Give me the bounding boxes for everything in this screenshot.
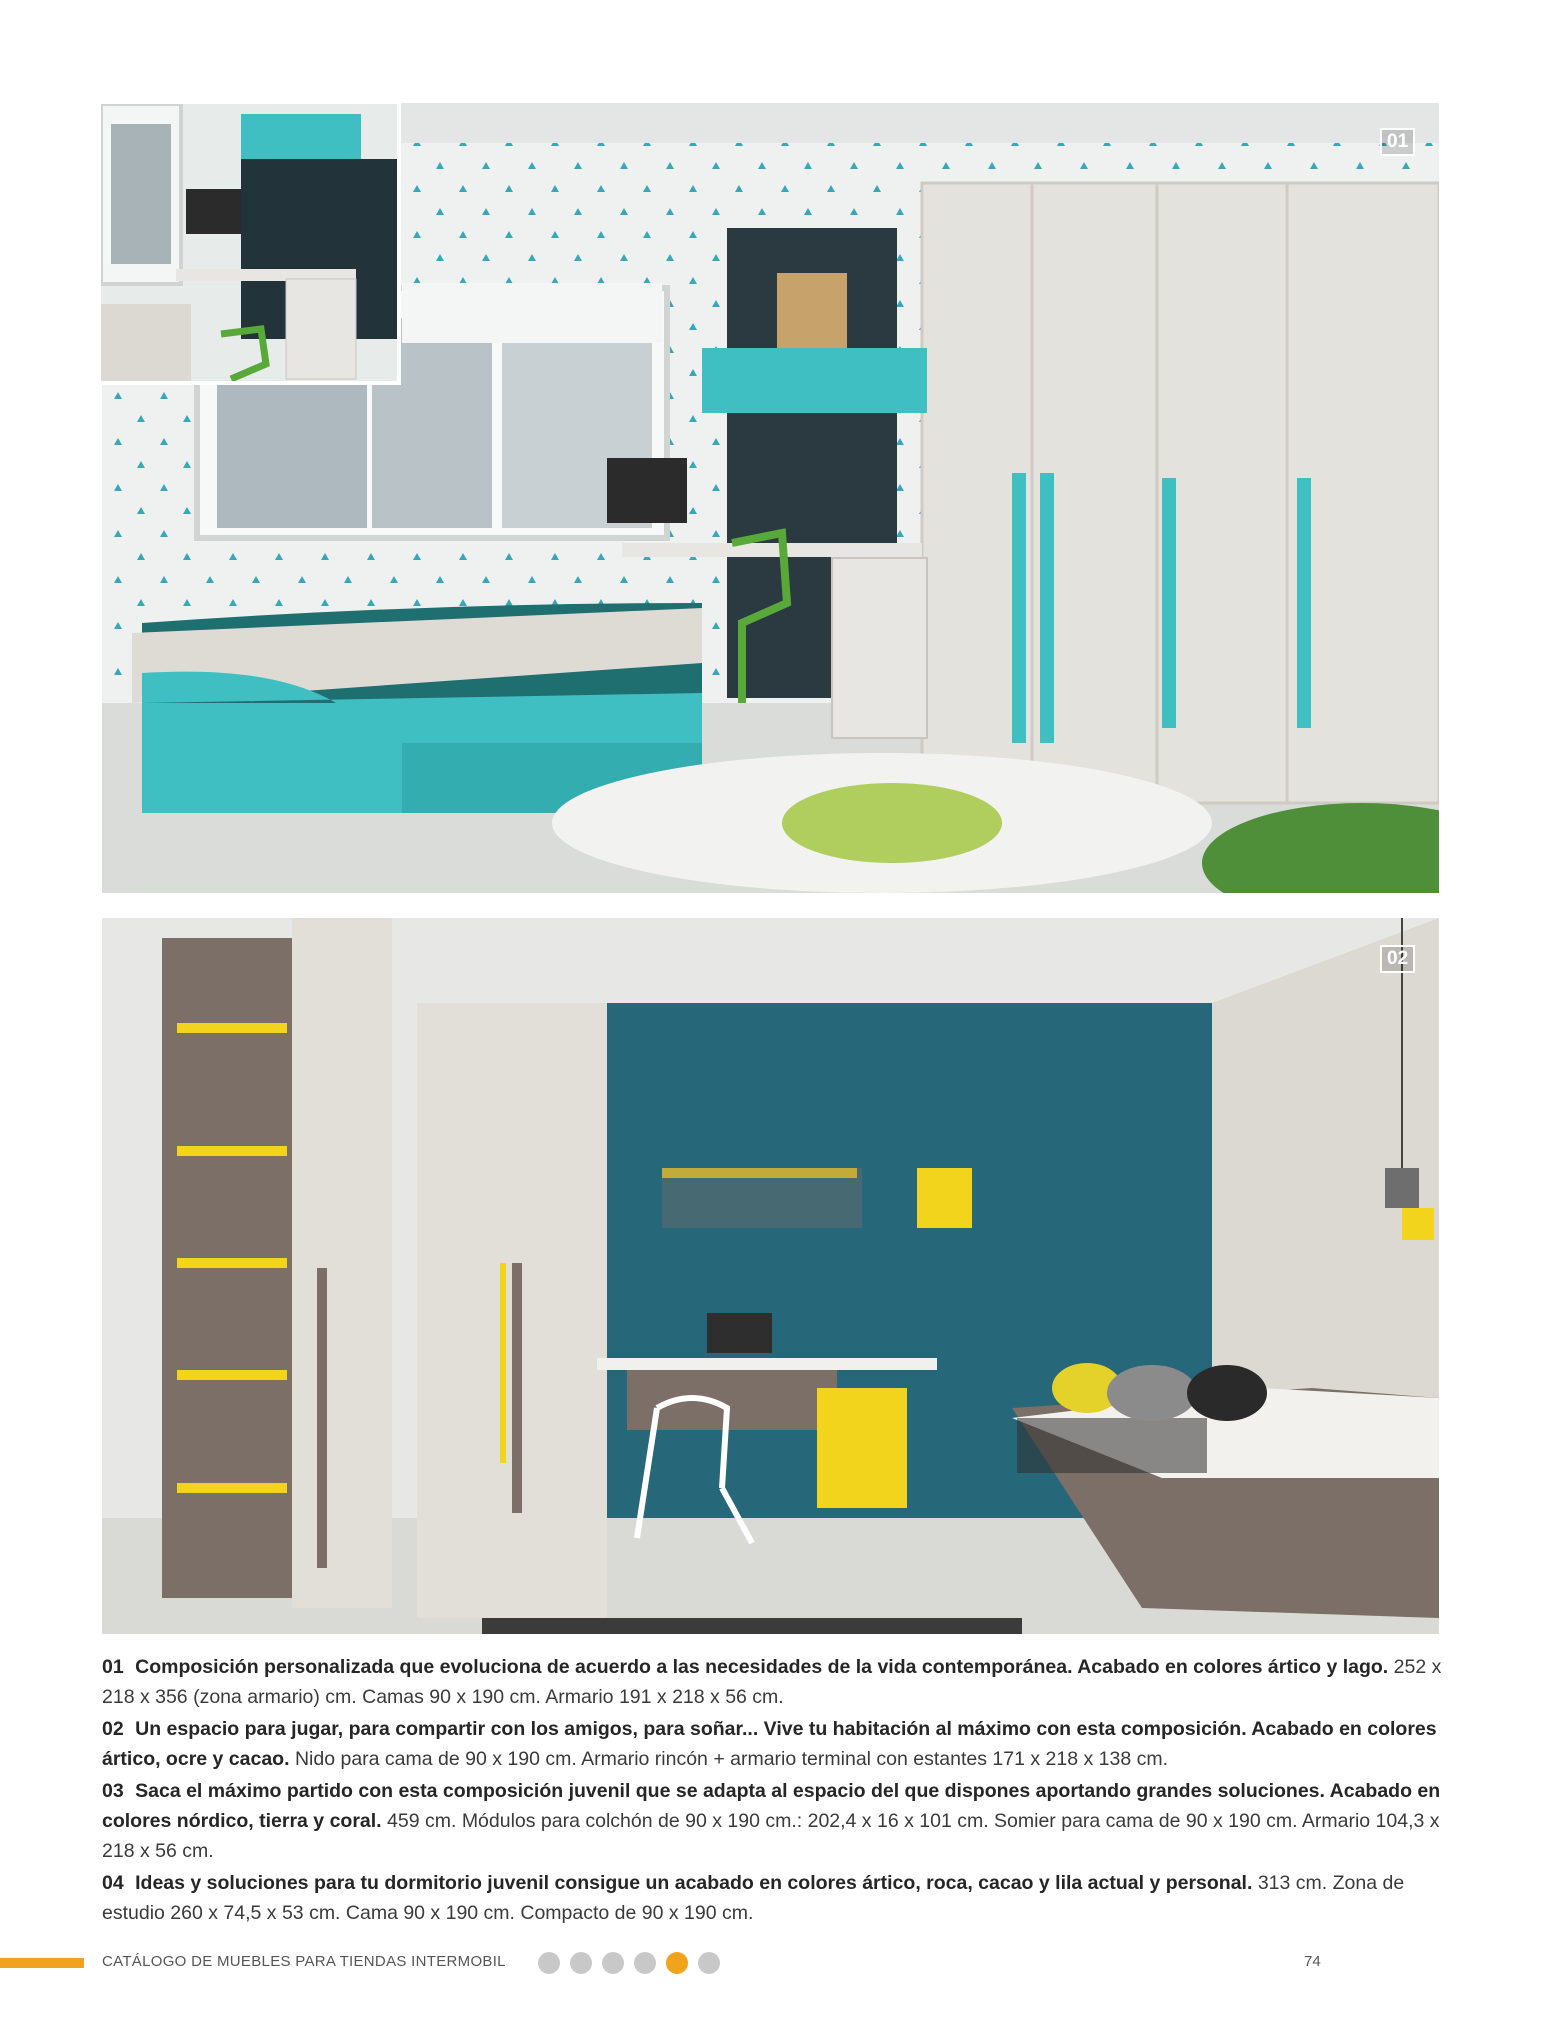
footer-catalog-title: CATÁLOGO DE MUEBLES PARA TIENDAS INTERMOBIL	[102, 1953, 506, 1970]
photo-number-badge: 01	[1380, 128, 1415, 156]
caption-details: Nido para cama de 90 x 190 cm. Armario rincón + armario terminal con estantes 171 x 218 x 138 cm.	[294, 1748, 1169, 1770]
footer-accent-bar	[0, 1958, 84, 1968]
captions-block	[102, 1652, 1442, 1930]
pagination-dot	[698, 1952, 720, 1974]
caption-number: 01	[102, 1656, 124, 1678]
pagination-dot	[538, 1952, 560, 1974]
pagination-dot-active	[666, 1952, 688, 1974]
page-number: 74	[1304, 1953, 1321, 1970]
bedroom-inset-photo	[97, 100, 401, 385]
caption-details: 252 x 218 x 356 (zona armario) cm. Camas 90 x 190 cm. Armario 191 x 218 x 56 cm.	[102, 1656, 1442, 1708]
caption-details: 459 cm. Módulos para colchón de 90 x 190 cm.: 202,4 x 16 x 101 cm. Somier para cama de 90 x 190 cm. Armario 104,3 x 218 x 56 cm.	[102, 1810, 1440, 1862]
caption-headline: Un espacio para jugar, para compartir con los amigos, para soñar... Vive tu habitación al máximo con esta composición. Acabado en colores ártico, ocre y cacao.	[102, 1718, 1437, 1770]
caption-details: 313 cm. Zona de estudio 260 x 74,5 x 53 cm. Cama 90 x 190 cm. Compacto de 90 x 190 cm.	[102, 1872, 1405, 1924]
caption-04	[102, 1868, 1442, 1928]
bedroom-photo-02-illustration	[102, 918, 1439, 1634]
pagination-dots	[538, 1952, 720, 1974]
caption-number: 04	[102, 1872, 124, 1894]
photo-number-badge: 02	[1380, 945, 1415, 973]
caption-03	[102, 1776, 1442, 1866]
pagination-dot	[634, 1952, 656, 1974]
caption-number: 03	[102, 1780, 124, 1802]
caption-headline: Composición personalizada que evoluciona de acuerdo a las necesidades de la vida contemporánea. Acabado en colores ártico y lago.	[135, 1656, 1389, 1678]
pagination-dot	[570, 1952, 592, 1974]
bedroom-inset-illustration	[101, 104, 397, 381]
bedroom-photo-02	[102, 918, 1439, 1634]
caption-02	[102, 1714, 1442, 1774]
caption-headline: Ideas y soluciones para tu dormitorio juvenil consigue un acabado en colores ártico, roca, cacao y lila actual y personal.	[135, 1872, 1253, 1894]
caption-01	[102, 1652, 1442, 1712]
caption-headline: Saca el máximo partido con esta composición juvenil que se adapta al espacio del que dispones aportando grandes soluciones. Acabado en colores nórdico, tierra y coral.	[102, 1780, 1441, 1832]
pagination-dot	[602, 1952, 624, 1974]
caption-number: 02	[102, 1718, 124, 1740]
